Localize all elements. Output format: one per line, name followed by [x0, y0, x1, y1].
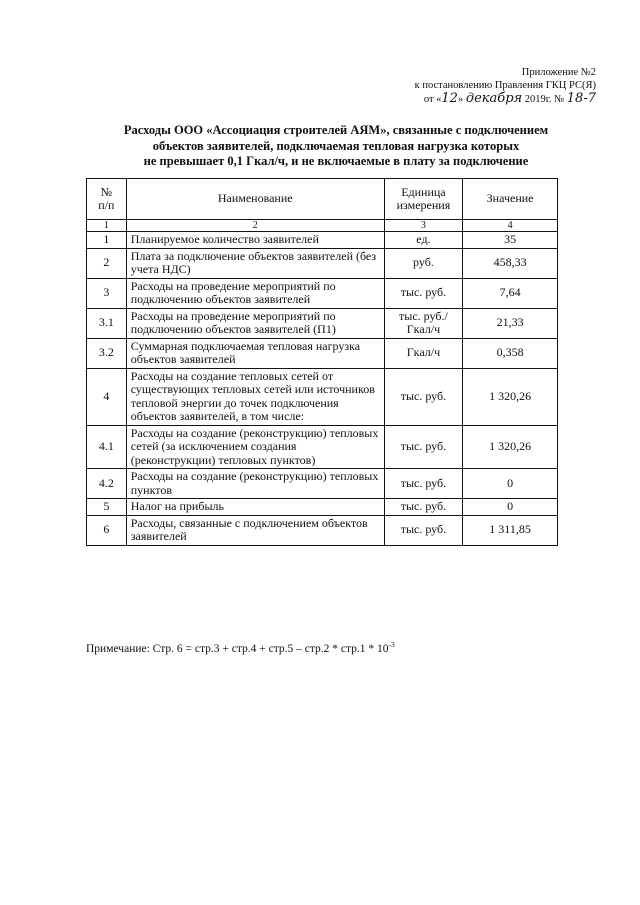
header-unit: Единица измерения	[384, 179, 463, 220]
row-value: 458,33	[463, 248, 558, 278]
row-value: 0,358	[463, 338, 558, 368]
header-num: № п/п	[87, 179, 127, 220]
row-num: 3.1	[87, 308, 127, 338]
row-value: 1 320,26	[463, 368, 558, 425]
row-name: Плата за подключение объектов заявителей (без учета НДС)	[126, 248, 384, 278]
handwritten-day: 12	[441, 91, 458, 106]
table-row	[87, 515, 558, 545]
expenses-table	[86, 178, 558, 546]
row-value: 1 320,26	[463, 425, 558, 469]
row-num: 6	[87, 515, 127, 545]
row-unit: тыс. руб.	[384, 515, 463, 545]
row-name: Расходы на проведение мероприятий по подключению объектов заявителей	[126, 278, 384, 308]
table-row	[87, 499, 558, 516]
table-row	[87, 338, 558, 368]
row-value: 35	[463, 232, 558, 249]
row-num: 4.1	[87, 425, 127, 469]
header-name: Наименование	[126, 179, 384, 220]
row-num: 3	[87, 278, 127, 308]
document-title: Расходы ООО «Ассоциация строителей АЯМ», связанные с подключением объектов заявителей, подключаемая тепловая нагрузка которых не превышает 0,1 Гкал/ч, и не включаемые в плату за подключение	[123, 123, 549, 168]
row-num: 4.2	[87, 469, 127, 499]
row-num: 3.2	[87, 338, 127, 368]
table-row	[87, 232, 558, 249]
column-number-row: 1 2 3 4	[87, 220, 558, 232]
row-unit: руб.	[384, 248, 463, 278]
table-row	[87, 248, 558, 278]
header-value: Значение	[463, 179, 558, 220]
row-unit: тыс. руб.	[384, 499, 463, 516]
row-num: 5	[87, 499, 127, 516]
appendix-header	[415, 66, 596, 106]
row-unit: тыс. руб.	[384, 425, 463, 469]
row-name: Расходы на проведение мероприятий по подключению объектов заявителей (П1)	[126, 308, 384, 338]
table-row	[87, 469, 558, 499]
row-unit: Гкал/ч	[384, 338, 463, 368]
appendix-title: Приложение №2	[521, 67, 596, 78]
row-num: 1	[87, 232, 127, 249]
table-row	[87, 425, 558, 469]
row-name: Расходы на создание тепловых сетей от существующих тепловых сетей или источников тепловой энергии до точек подключения объектов заявителей, в том числе:	[126, 368, 384, 425]
row-name: Планируемое количество заявителей	[126, 232, 384, 249]
handwritten-month: декабря	[465, 91, 523, 106]
appendix-date-line: от «12» декабря 2019г. № 18-7	[423, 91, 596, 106]
row-unit: ед.	[384, 232, 463, 249]
row-name: Суммарная подключаемая тепловая нагрузка объектов заявителей	[126, 338, 384, 368]
row-value: 0	[463, 499, 558, 516]
table-row	[87, 278, 558, 308]
table-row	[87, 308, 558, 338]
row-unit: тыс. руб.	[384, 278, 463, 308]
row-unit: тыс. руб.	[384, 469, 463, 499]
row-num: 2	[87, 248, 127, 278]
row-unit: тыс. руб./ Гкал/ч	[384, 308, 463, 338]
row-value: 0	[463, 469, 558, 499]
table-row	[87, 368, 558, 425]
row-name: Расходы, связанные с подключением объектов заявителей	[126, 515, 384, 545]
row-unit: тыс. руб.	[384, 368, 463, 425]
appendix-decree: к постановлению Правления ГКЦ РС(Я)	[414, 80, 596, 91]
row-num: 4	[87, 368, 127, 425]
handwritten-number: 18-7	[566, 91, 596, 106]
table-header-row	[87, 179, 558, 220]
row-name: Расходы на создание (реконструкцию) тепловых пунктов	[126, 469, 384, 499]
row-value: 7,64	[463, 278, 558, 308]
footnote: Примечание: Стр. $6 = стр.3 + стр.4 + стр.5 - стр.2 * стр.1 * 10^{-3}$	[86, 640, 395, 655]
row-value: 1 311,85	[463, 515, 558, 545]
row-name: Налог на прибыль	[126, 499, 384, 516]
row-name: Расходы на создание (реконструкцию) тепловых сетей (за исключением создания (реконструкции) тепловых пунктов)	[126, 425, 384, 469]
row-value: 21,33	[463, 308, 558, 338]
